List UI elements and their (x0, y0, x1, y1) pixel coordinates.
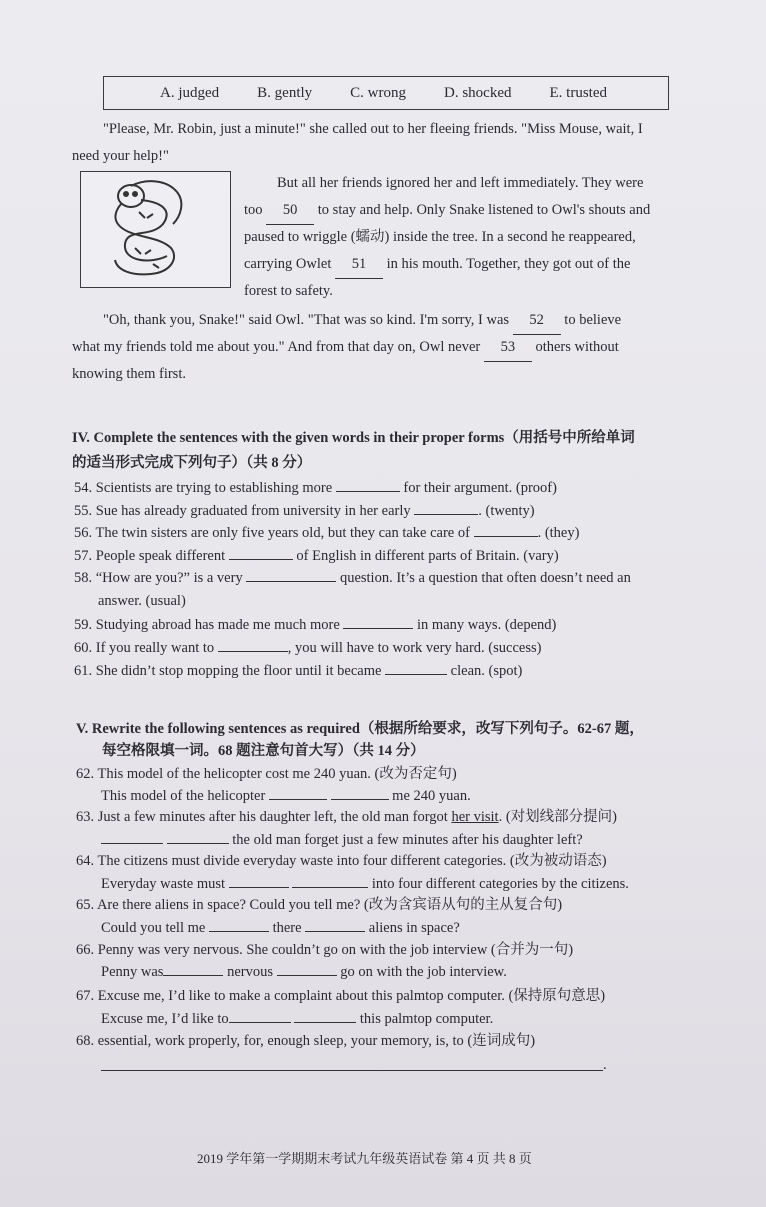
question-text: . (they) (537, 525, 580, 541)
question-55 (74, 500, 535, 522)
question-65: 65. Are there aliens in space? Could you tell me? (改为含宾语从句的主从复合句) (76, 897, 563, 913)
answer-blank[interactable] (229, 545, 293, 560)
word-option: E. trusted (549, 84, 608, 101)
question-58 (74, 567, 631, 589)
answer-blank[interactable] (343, 614, 413, 629)
answer-line-68[interactable] (101, 1070, 603, 1071)
word-bank-box (103, 76, 669, 110)
question-text: nervous (227, 964, 273, 980)
answer-blank[interactable] (218, 637, 288, 652)
question-text: there (272, 920, 302, 936)
answer-blank[interactable] (167, 829, 229, 844)
question-text: 60. If you really want to (74, 640, 215, 656)
answer-blank[interactable] (246, 567, 336, 582)
snake-icon (81, 172, 229, 286)
question-67-rewrite (101, 1008, 493, 1030)
section-4-title: IV. Complete the sentences with the given words in their proper forms（用括号中所给单词 (72, 430, 635, 446)
story-text: in his mouth. Together, they got out of the (386, 256, 631, 272)
answer-blank[interactable] (414, 500, 478, 515)
section-5-title-cont: 每空格限填一词。68 题注意句首大写）（共 14 分） (102, 743, 425, 759)
question-63-rewrite (101, 829, 583, 851)
story-line: knowing them first. (72, 366, 186, 382)
question-62-rewrite (101, 785, 471, 807)
answer-blank-53[interactable]: 53 (484, 334, 532, 362)
section-4-title-cont: 的适当形式完成下列句子）（共 8 分） (72, 455, 312, 471)
question-68: 68. essential, work properly, for, enough sleep, your memory, is, to (连词成句) (76, 1033, 536, 1049)
question-62: 62. This model of the helicopter cost me 240 yuan. (改为否定句) (76, 766, 457, 782)
question-text: This model of the helicopter (101, 788, 266, 804)
question-66: 66. Penny was very nervous. She couldn’t go on with the job interview (合并为一句) (76, 942, 574, 958)
answer-blank-51[interactable]: 51 (335, 251, 383, 279)
question-text: 59. Studying abroad has made me much more (74, 617, 340, 633)
question-61 (74, 660, 522, 682)
question-text: clean. (spot) (450, 663, 523, 679)
question-63 (76, 806, 617, 828)
story-line: need your help!" (72, 148, 169, 164)
question-67: 67. Excuse me, I’d like to make a complaint about this palmtop computer. (保持原句意思) (76, 988, 606, 1004)
question-65-rewrite (101, 917, 460, 939)
underlined-phrase: her visit (451, 809, 499, 825)
story-line (244, 197, 650, 225)
story-text: carrying Owlet (244, 256, 332, 272)
question-59 (74, 614, 556, 636)
question-64-rewrite (101, 873, 629, 895)
question-58-cont: answer. (usual) (98, 593, 186, 609)
answer-blank-50[interactable]: 50 (266, 197, 314, 225)
story-line: paused to wriggle (蠕动) inside the tree. In a second he reappeared, (244, 229, 636, 245)
story-text: "Oh, thank you, Snake!" said Owl. "That was so kind. I'm sorry, I was (103, 312, 510, 328)
answer-blank[interactable] (474, 522, 538, 537)
question-64: 64. The citizens must divide everyday waste into four different categories. (改为被动语态) (76, 853, 607, 869)
question-text: aliens in space? (368, 920, 460, 936)
question-text: 61. She didn’t stop mopping the floor until it became (74, 663, 382, 679)
question-56 (74, 522, 579, 544)
snake-illustration (80, 171, 231, 288)
question-text: into four different categories by the citizens. (371, 876, 629, 892)
question-text: Everyday waste must (101, 876, 226, 892)
answer-blank[interactable] (385, 660, 447, 675)
question-text: 56. The twin sisters are only five years old, but they can take care of (74, 525, 470, 541)
story-text: others without (535, 339, 619, 355)
question-text: the old man forget just a few minutes after his daughter left? (232, 832, 583, 848)
question-66-rewrite (101, 961, 507, 983)
page-footer: 2019 学年第一学期期末考试九年级英语试卷 第 4 页 共 8 页 (197, 1151, 532, 1166)
question-text: , you will have to work very hard. (success) (287, 640, 542, 656)
story-text: to stay and help. Only Snake listened to Owl's shouts and (317, 202, 651, 218)
story-text: what my friends told me about you." And from that day on, Owl never (72, 339, 481, 355)
question-54 (74, 477, 557, 499)
question-60 (74, 637, 541, 659)
question-text: Excuse me, I’d like to (101, 1011, 229, 1027)
story-line: But all her friends ignored her and left immediately. They were (277, 175, 644, 191)
story-line (244, 251, 630, 279)
answer-blank[interactable] (292, 873, 368, 888)
story-line: forest to safety. (244, 283, 333, 299)
answer-blank[interactable] (229, 1008, 291, 1023)
question-text: this palmtop computer. (359, 1011, 494, 1027)
answer-blank[interactable] (277, 961, 337, 976)
answer-blank[interactable] (336, 477, 400, 492)
question-text: Penny was (101, 964, 164, 980)
answer-blank-52[interactable]: 52 (513, 307, 561, 335)
answer-blank[interactable] (305, 917, 365, 932)
answer-blank[interactable] (269, 785, 327, 800)
answer-blank[interactable] (163, 961, 223, 976)
word-option: B. gently (257, 84, 313, 101)
period-mark: . (603, 1057, 607, 1073)
story-line (72, 334, 619, 362)
answer-blank[interactable] (294, 1008, 356, 1023)
question-text: Could you tell me (101, 920, 206, 936)
word-option: D. shocked (444, 84, 512, 101)
word-option: A. judged (160, 84, 220, 101)
question-text: for their argument. (proof) (403, 480, 557, 496)
question-text: of English in different parts of Britain. (vary) (296, 548, 559, 564)
answer-blank[interactable] (229, 873, 289, 888)
question-text: 63. Just a few minutes after his daughter left, the old man forgot (76, 809, 448, 825)
question-text: . (对划线部分提问) (498, 809, 617, 825)
section-5-title: V. Rewrite the following sentences as required（根据所给要求，改写下列句子。62-67 题， (76, 721, 644, 737)
answer-blank[interactable] (101, 829, 163, 844)
story-text: too (244, 202, 263, 218)
question-text: in many ways. (depend) (417, 617, 557, 633)
question-text: 58. “How are you?” is a very (74, 570, 243, 586)
question-text: 55. Sue has already graduated from university in her early (74, 503, 411, 519)
story-text: to believe (564, 312, 622, 328)
answer-blank[interactable] (331, 785, 389, 800)
story-line (103, 307, 621, 335)
question-text: question. It’s a question that often doesn’t need an (339, 570, 631, 586)
question-text: go on with the job interview. (340, 964, 507, 980)
story-line: "Please, Mr. Robin, just a minute!" she called out to her fleeing friends. "Miss Mouse, wait, I (103, 121, 643, 137)
answer-blank[interactable] (209, 917, 269, 932)
question-text: 57. People speak different (74, 548, 226, 564)
question-text: 54. Scientists are trying to establishing more (74, 480, 333, 496)
question-text: . (twenty) (478, 503, 535, 519)
question-57 (74, 545, 559, 567)
word-option: C. wrong (350, 84, 407, 101)
question-text: me 240 yuan. (392, 788, 471, 804)
